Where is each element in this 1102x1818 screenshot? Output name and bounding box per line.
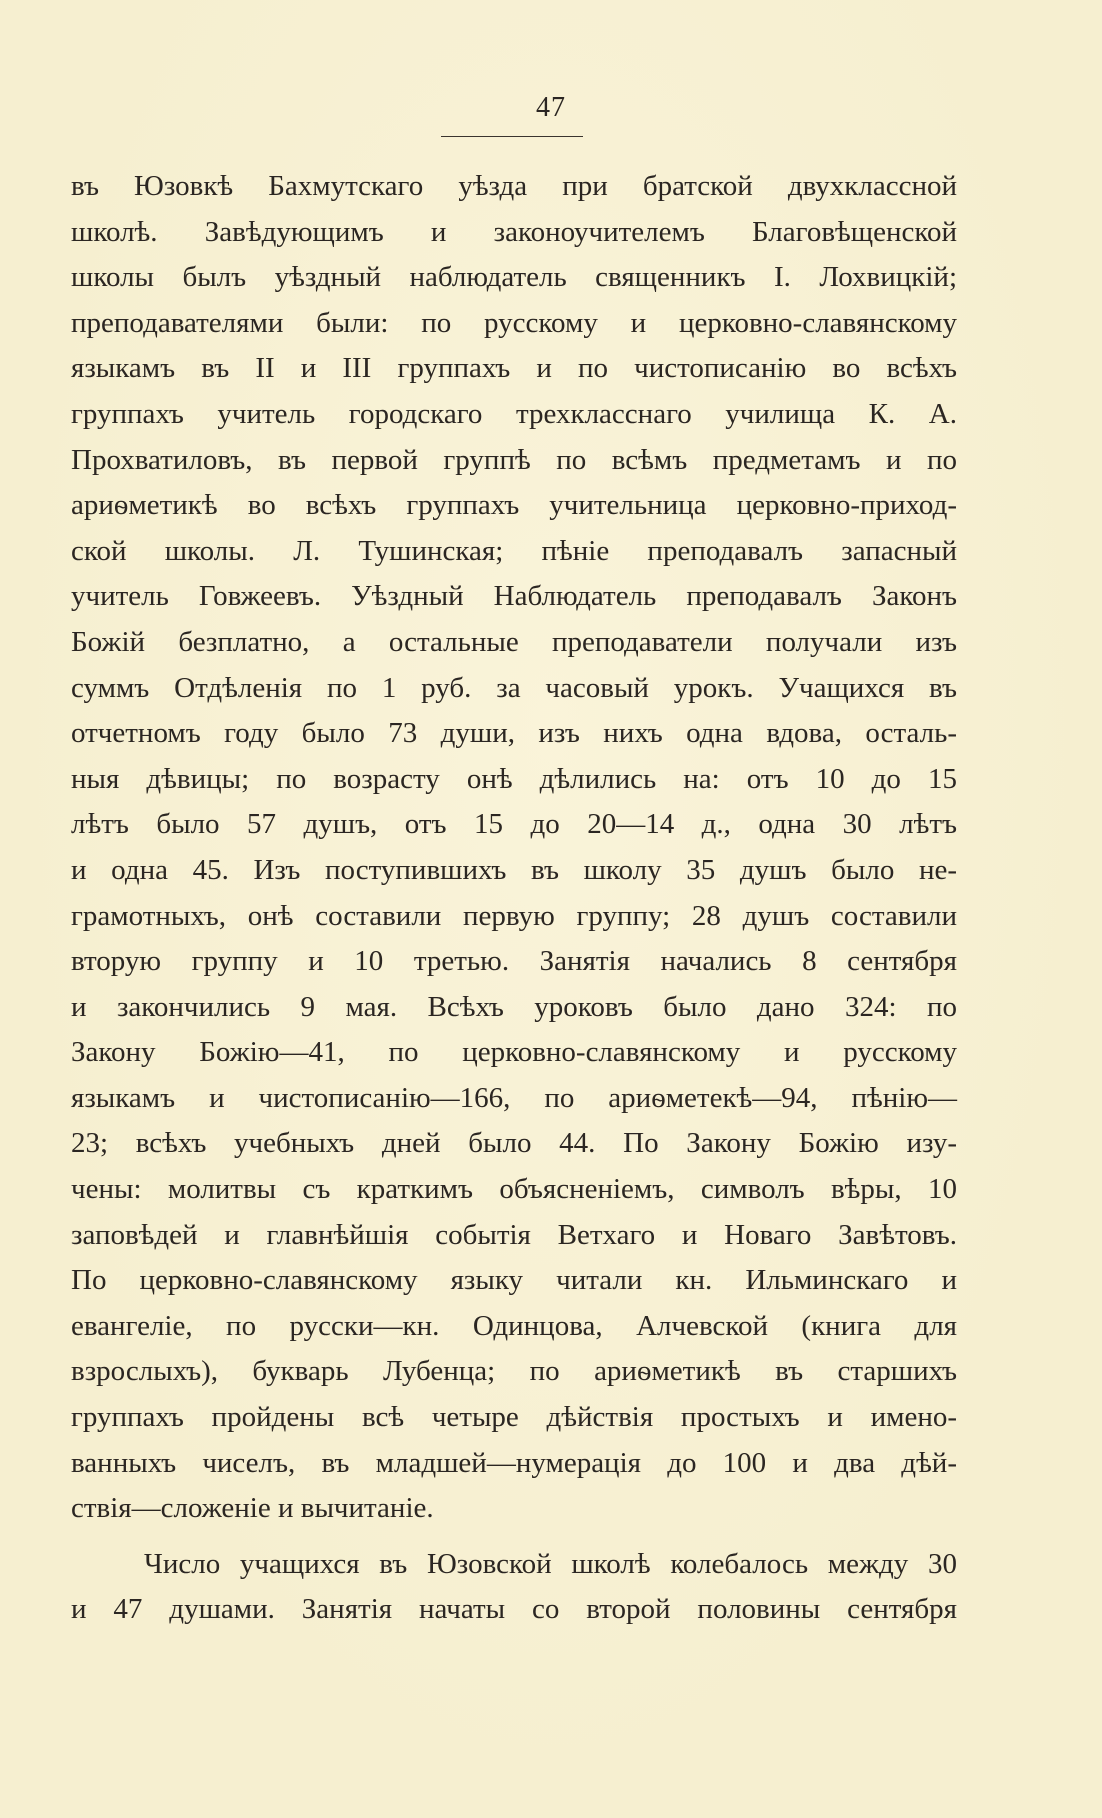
page-number-rule <box>441 136 583 137</box>
text-line: чены: молитвы съ краткимъ объясненіемъ, символъ вѣры, 10 <box>71 1173 957 1206</box>
text-line: и одна 45. Изъ поступившихъ въ школу 35 душъ было не- <box>71 853 957 886</box>
text-line: ныя дѣвицы; по возрасту онѣ дѣлились на: отъ 10 до 15 <box>71 762 957 795</box>
text-line: взрослыхъ), букварь Лубенца; по ариѳметикѣ въ старшихъ <box>71 1355 957 1388</box>
page-number: 47 <box>536 92 566 123</box>
paragraph-2 <box>71 1542 957 1633</box>
text-line: въ Юзовкѣ Бахмутскаго уѣзда при братской двухклассной <box>71 170 957 202</box>
text-line: и закончились 9 мая. Всѣхъ уроковъ было дано 324: по <box>71 990 957 1023</box>
text-line: По церковно-славянскому языку читали кн. Ильминскаго и <box>71 1264 957 1297</box>
text-line: грамотныхъ, онѣ составили первую группу; 28 душъ составили <box>71 899 957 932</box>
text-line: языкамъ и чистописанію—166, по ариѳметекѣ—94, пѣнію— <box>71 1081 957 1114</box>
text-line: Число учащихся въ Юзовской школѣ колебалось между 30 <box>144 1547 957 1580</box>
text-line: лѣтъ было 57 душъ, отъ 15 до 20—14 д., одна 30 лѣтъ <box>71 808 957 841</box>
body-text <box>71 164 957 1633</box>
text-line: школѣ. Завѣдующимъ и законоучителемъ Благовѣщенской <box>71 215 957 248</box>
text-line: 23; всѣхъ учебныхъ дней было 44. По Закону Божію изу- <box>71 1127 957 1160</box>
text-line: Прохватиловъ, въ первой группѣ по всѣмъ предметамъ и по <box>71 443 957 476</box>
text-line: Закону Божію—41, по церковно-славянскому и русскому <box>71 1036 957 1069</box>
text-line: и 47 душами. Занятія начаты со второй половины сентября <box>71 1593 957 1626</box>
text-line: учитель Говжеевъ. Уѣздный Наблюдатель преподавалъ Законъ <box>71 580 957 613</box>
text-line: группахъ пройдены всѣ четыре дѣйствія простыхъ и имено- <box>71 1401 957 1434</box>
text-line: ской школы. Л. Тушинская; пѣніе преподавалъ запасный <box>71 534 957 567</box>
text-line: группахъ учитель городскаго трехкласснаго училища К. А. <box>71 397 957 430</box>
text-line: ванныхъ чиселъ, въ младшей—нумерація до 100 и два дѣй- <box>71 1446 957 1479</box>
text-line: преподавателями были: по русскому и церковно-славянскому <box>71 306 957 339</box>
text-line: школы былъ уѣздный наблюдатель священникъ I. Лохвицкій; <box>71 261 957 294</box>
text-line: ствія—сложеніе и вычитаніе. <box>71 1492 434 1525</box>
paragraph-gap <box>71 1532 957 1542</box>
text-line: заповѣдей и главнѣйшія событія Ветхаго и Новаго Завѣтовъ. <box>71 1218 957 1251</box>
text-line: ариѳметикѣ во всѣхъ группахъ учительница церковно-приход- <box>71 489 957 522</box>
text-line: евангеліе, по русски—кн. Одинцова, Алчевской (книга для <box>71 1309 957 1342</box>
text-line: вторую группу и 10 третью. Занятія начались 8 сентября <box>71 945 957 978</box>
text-line: Божій безплатно, а остальные преподаватели получали изъ <box>71 625 957 658</box>
text-line: языкамъ въ II и III группахъ и по чистописанію во всѣхъ <box>71 352 957 385</box>
paragraph-1 <box>71 164 957 1532</box>
text-line: отчетномъ году было 73 души, изъ нихъ одна вдова, осталь- <box>71 717 957 750</box>
text-line: суммъ Отдѣленія по 1 руб. за часовый урокъ. Учащихся въ <box>71 671 957 704</box>
